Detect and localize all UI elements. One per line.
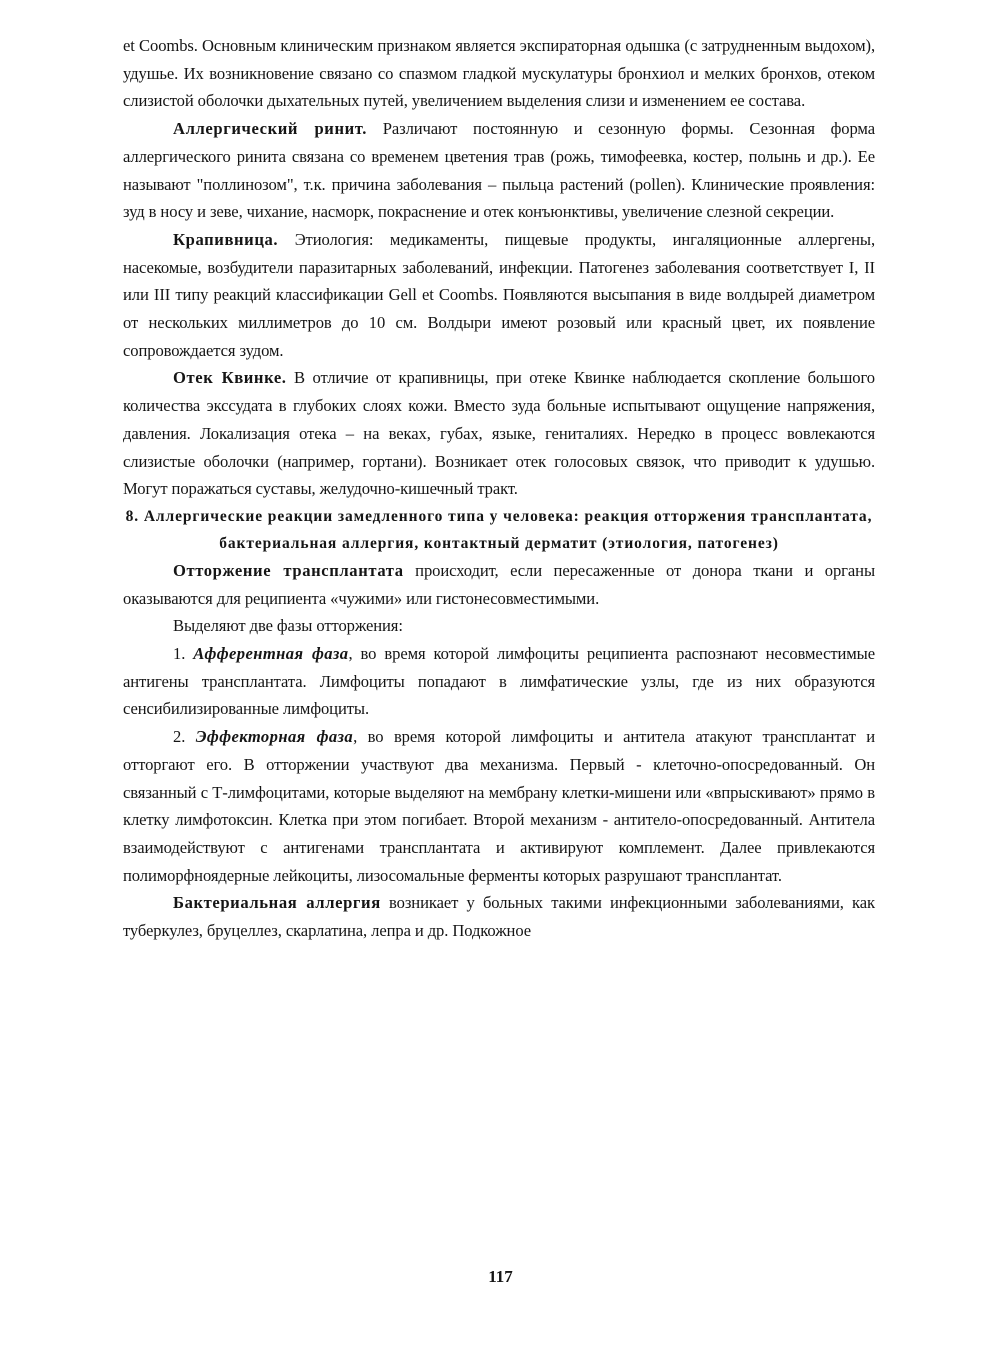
paragraph-body: В отличие от крапивницы, при отеке Квинке наблюдается скопление большого количества экссудата в глубоких слоях кожи. Вместо зуда больные испытывают ощущение напряжения, давления. Локализация отека – на веках, губах, языке, гениталиях. Нередко в процесс вовлекаются слизистые оболочки (например, гортани). Возникает отек голосовых связок, что приводит к удушью. Могут поражаться суставы, желудочно-кишечный тракт. [123,368,875,499]
paragraph-effector-phase [123,723,875,889]
term-transplant-rejection: Отторжение трансплантата [173,560,404,580]
page-number: 117 [488,1267,513,1286]
paragraph-urticaria [123,226,875,365]
paragraph-body: et Coombs. Основным клиническим признаком является экспираторная одышка (с затрудненным выдохом), удушье. Их возникновение связано со спазмом гладкой мускулатуры бронхиол и мелких бронхов, отеком слизистой оболочки дыхательных путей, увеличением выделения слизи и изменением ее состава. [123,36,875,111]
paragraph-asthma-continuation [123,32,875,115]
paragraph-allergic-rhinitis [123,115,875,226]
term-quincke-edema: Отек Квинке. [173,368,287,388]
list-number: 2. [173,727,196,747]
term-effector-phase: Эффекторная фаза [195,727,354,747]
paragraph-quincke-edema [123,364,875,503]
paragraph-body: Этиология: медикаменты, пищевые продукты, ингаляционные аллергены, насекомые, возбудители паразитарных заболеваний, инфекции. Патогенез заболевания соответствует I, II или III типу реакций классификации Gell et Coombs. Появляются высыпания в виде волдырей диаметром от нескольких миллиметров до 10 см. Волдыри имеют розовый или красный цвет, их появление сопровождается зудом. [123,229,875,360]
paragraph-body: возникает у больных такими инфекционными заболеваниями, как туберкулез, бруцеллез, скарлатина, лепра и др. Подкожное [123,893,875,941]
paragraph-rejection-phases [123,612,875,640]
term-urticaria: Крапивница. [173,229,279,249]
page-text [123,32,875,945]
paragraph-transplant-rejection [123,557,875,612]
term-afferent-phase: Афферентная фаза [193,644,349,664]
section-heading: 8. Аллергические реакции замедленного типа у человека: реакция отторжения трансплантата, бактериальная аллергия, контактный дерматит (этиология, патогенез) [125,507,873,552]
paragraph-body: , во время которой лимфоциты реципиента распознают несовместимые антигены трансплантата. Лимфоциты попадают в лимфатические узлы, где из них образуются сенсибилизированные лимфоциты. [123,644,875,719]
term-bacterial-allergy: Бактериальная аллергия [173,893,381,913]
term-allergic-rhinitis: Аллергический ринит. [173,119,368,139]
paragraph-bacterial-allergy [123,889,875,944]
paragraph-body: Различают постоянную и сезонную формы. Сезонная форма аллергического ринита связана со временем цветения трав (рожь, тимофеевка, костер, полынь и др.). Ее называют "поллинозом", т.к. причина заболевания – пыльца растений (pollen). Клинические проявления: зуд в носу и зеве, чихание, насморк, покраснение и отек конъюнктивы, увеличение слезной секреции. [123,119,875,222]
list-number: 1. [173,644,194,664]
paragraph-body: , во время которой лимфоциты и антитела атакуют трансплантат и отторгают его. В отторжении участвуют два механизма. Первый - клеточно-опосредованный. Он связанный с Т-лимфоцитами, которые выделяют на мембрану клетки-мишени или «впрыскивают» прямо в клетку лимфотоксин. Клетка при этом погибает. Второй механизм - антитело-опосредованный. Антитела взаимодействуют с антигенами трансплантата и активируют комплемент. Далее привлекаются полиморфноядерные лейкоциты, лизосомальные ферменты которых разрушают трансплантат. [123,727,876,885]
paragraph-body: Выделяют две фазы отторжения: [173,616,403,636]
paragraph-afferent-phase [123,640,875,723]
paragraph-body: происходит, если пересаженные от донора ткани и органы оказываются для реципиента «чужими» или гистонесовместимыми. [123,560,875,608]
